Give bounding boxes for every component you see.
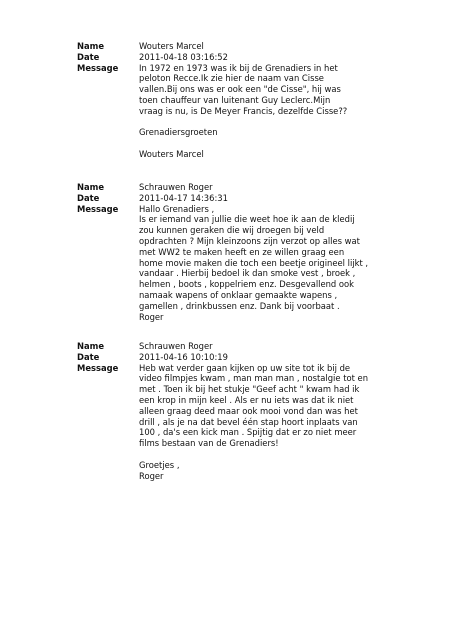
message-line: 100 , da's een kick man . Spijtig dat er zo niet meer bbox=[139, 427, 357, 438]
message-blank-line bbox=[139, 449, 377, 460]
message-body bbox=[139, 204, 377, 323]
message-line: Roger bbox=[139, 470, 164, 481]
post-date: 2011-04-18 03:16:52 bbox=[139, 51, 228, 62]
message-row bbox=[77, 204, 377, 323]
date-row bbox=[77, 352, 377, 363]
message-row bbox=[77, 363, 377, 482]
message-line: Is er iemand van jullie die weet hoe ik aan de kledij bbox=[139, 214, 355, 225]
post-date: 2011-04-17 14:36:31 bbox=[139, 192, 228, 203]
message-line: In 1972 en 1973 was ik bij de Grenadiers in het bbox=[139, 62, 338, 73]
message-blank-line bbox=[139, 138, 377, 149]
date-label: Date bbox=[77, 351, 100, 362]
message-line: vallen.Bij ons was er ook een "de Cisse", hij was bbox=[139, 84, 341, 95]
message-line: Roger bbox=[139, 311, 164, 322]
name-row bbox=[77, 341, 377, 352]
author-name: Schrauwen Roger bbox=[139, 182, 213, 192]
message-line: toen chauffeur van luitenant Guy Leclerc.Mijn bbox=[139, 94, 331, 105]
message-line: een krop in mijn keel . Als er nu iets was dat ik niet bbox=[139, 394, 354, 405]
message-line: gamellen , drinkbussen enz. Dank bij voorbaat . bbox=[139, 300, 340, 311]
message-line: Groetjes , bbox=[139, 459, 180, 470]
message-line: alleen graag deed maar ook mooi vond dan was het bbox=[139, 405, 358, 416]
message-body bbox=[139, 363, 377, 482]
message-line: vraag is nu, is De Meyer Francis, dezelfde Cisse?? bbox=[139, 105, 348, 116]
message-line: zou kunnen geraken die wij droegen bij veld bbox=[139, 225, 325, 236]
name-label: Name bbox=[77, 182, 105, 192]
message-line: met WW2 te maken heeft en ze willen graag een bbox=[139, 246, 345, 257]
author-name: Wouters Marcel bbox=[139, 41, 204, 51]
message-row bbox=[77, 63, 377, 160]
name-label: Name bbox=[77, 341, 105, 351]
message-line: home movie maken die toch een beetje origineel lijkt , bbox=[139, 257, 369, 268]
date-label: Date bbox=[77, 51, 100, 62]
message-body bbox=[139, 63, 377, 160]
name-label: Name bbox=[77, 41, 105, 51]
message-line: opdrachten ? Mijn kleinzoons zijn verzot op alles wat bbox=[139, 235, 360, 246]
message-label: Message bbox=[77, 62, 119, 73]
message-line: peloton Recce.Ik zie hier de naam van Cisse bbox=[139, 73, 324, 84]
message-label: Message bbox=[77, 203, 119, 214]
date-row bbox=[77, 52, 377, 63]
message-line: Heb wat verder gaan kijken op uw site tot ik bij de bbox=[139, 362, 351, 373]
message-blank-line bbox=[139, 117, 377, 128]
message-line: met . Toen ik bij het stukje "Geef acht " kwam had ik bbox=[139, 384, 360, 395]
message-line: Hallo Grenadiers , bbox=[139, 203, 215, 214]
post-date: 2011-04-16 10:10:19 bbox=[139, 351, 228, 362]
message-line: Grenadiersgroeten bbox=[139, 127, 218, 138]
date-label: Date bbox=[77, 192, 100, 203]
message-line: vandaar . Hierbij bedoel ik dan smoke vest , broek , bbox=[139, 268, 356, 279]
name-row bbox=[77, 182, 377, 193]
message-line: video filmpjes kwam , man man man , nostalgie tot en bbox=[139, 373, 369, 384]
guestbook-entry bbox=[77, 341, 377, 481]
message-line: namaak wapens of onklaar gemaakte wapens , bbox=[139, 289, 338, 300]
message-line: helmen , boots , koppelriem enz. Desgevallend ook bbox=[139, 279, 355, 290]
guestbook-entry bbox=[77, 41, 377, 160]
guestbook-entry bbox=[77, 182, 377, 322]
author-name: Schrauwen Roger bbox=[139, 341, 213, 351]
message-label: Message bbox=[77, 362, 119, 373]
date-row bbox=[77, 193, 377, 204]
message-line: Wouters Marcel bbox=[139, 148, 204, 159]
message-line: drill , als je na dat bevel één stap hoort inplaats van bbox=[139, 416, 358, 427]
name-row bbox=[77, 41, 377, 52]
message-line: films bestaan van de Grenadiers! bbox=[139, 438, 279, 449]
